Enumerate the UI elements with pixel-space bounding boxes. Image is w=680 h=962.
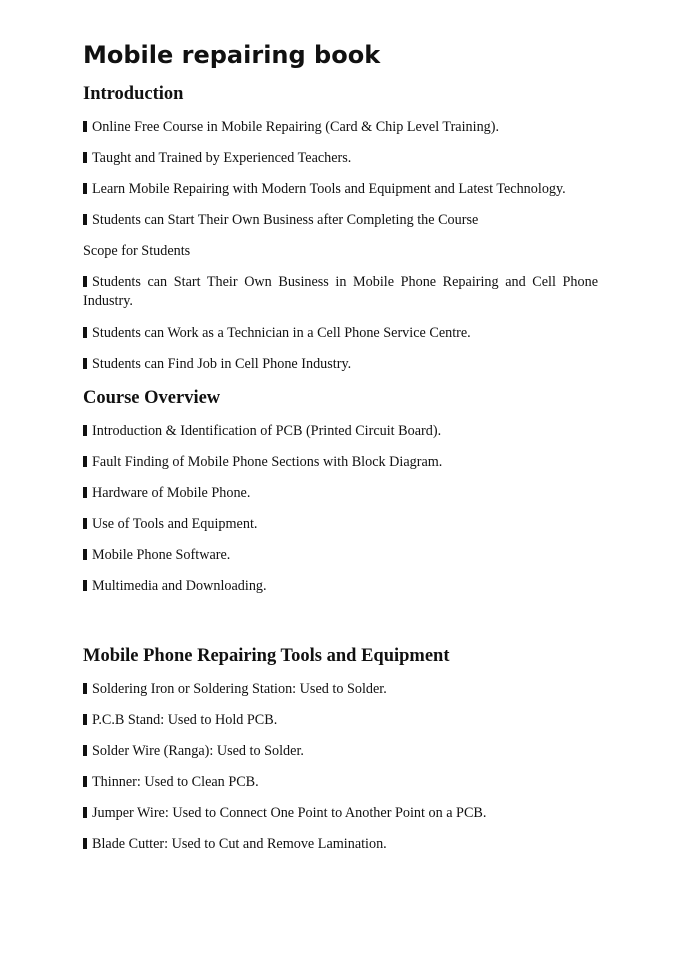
subheading-scope: Scope for Students: [83, 243, 191, 259]
section-heading-introduction: Introduction: [83, 84, 184, 104]
list-item: Thinner: Used to Clean PCB.: [83, 773, 598, 792]
bullet-icon: [83, 183, 87, 194]
list-item: Soldering Iron or Soldering Station: Used to Solder.: [83, 680, 598, 699]
bullet-icon: [83, 152, 87, 163]
bullet-icon: [83, 487, 87, 498]
section-heading-tools-equipment: Mobile Phone Repairing Tools and Equipment: [83, 646, 450, 666]
bullet-icon: [83, 549, 87, 560]
bullet-icon: [83, 580, 87, 591]
list-item: Students can Start Their Own Business after Completing the Course: [83, 211, 598, 230]
section-heading-course-overview: Course Overview: [83, 388, 221, 408]
list-item: Use of Tools and Equipment.: [83, 515, 598, 534]
list-item: Hardware of Mobile Phone.: [83, 484, 598, 503]
bullet-icon: [83, 714, 87, 725]
bullet-icon: [83, 745, 87, 756]
bullet-icon: [83, 456, 87, 467]
list-item: Blade Cutter: Used to Cut and Remove Lamination.: [83, 835, 598, 854]
bullet-icon: [83, 358, 87, 369]
bullet-icon: [83, 776, 87, 787]
bullet-icon: [83, 518, 87, 529]
list-item: Introduction & Identification of PCB (Printed Circuit Board).: [83, 422, 598, 441]
bullet-icon: [83, 838, 87, 849]
list-item: Taught and Trained by Experienced Teachers.: [83, 149, 598, 168]
bullet-icon: [83, 327, 87, 338]
list-item: Learn Mobile Repairing with Modern Tools and Equipment and Latest Technology.: [83, 180, 598, 199]
list-item: P.C.B Stand: Used to Hold PCB.: [83, 711, 598, 730]
list-item: Students can Work as a Technician in a Cell Phone Service Centre.: [83, 324, 598, 343]
list-item: Multimedia and Downloading.: [83, 577, 598, 596]
bullet-icon: [83, 121, 87, 132]
list-item: Mobile Phone Software.: [83, 546, 598, 565]
list-item: Online Free Course in Mobile Repairing (Card & Chip Level Training).: [83, 118, 598, 137]
list-item: Fault Finding of Mobile Phone Sections with Block Diagram.: [83, 453, 598, 472]
bullet-icon: [83, 807, 87, 818]
bullet-icon: [83, 276, 87, 287]
list-item: Solder Wire (Ranga): Used to Solder.: [83, 742, 598, 761]
bullet-icon: [83, 214, 87, 225]
bullet-icon: [83, 425, 87, 436]
list-item: Students can Find Job in Cell Phone Industry.: [83, 355, 598, 374]
list-item: Students can Start Their Own Business in Mobile Phone Repairing and Cell Phone Industry.: [83, 274, 598, 309]
page-title: Mobile repairing book: [83, 41, 381, 69]
list-item: Jumper Wire: Used to Connect One Point to Another Point on a PCB.: [83, 804, 598, 823]
bullet-icon: [83, 683, 87, 694]
